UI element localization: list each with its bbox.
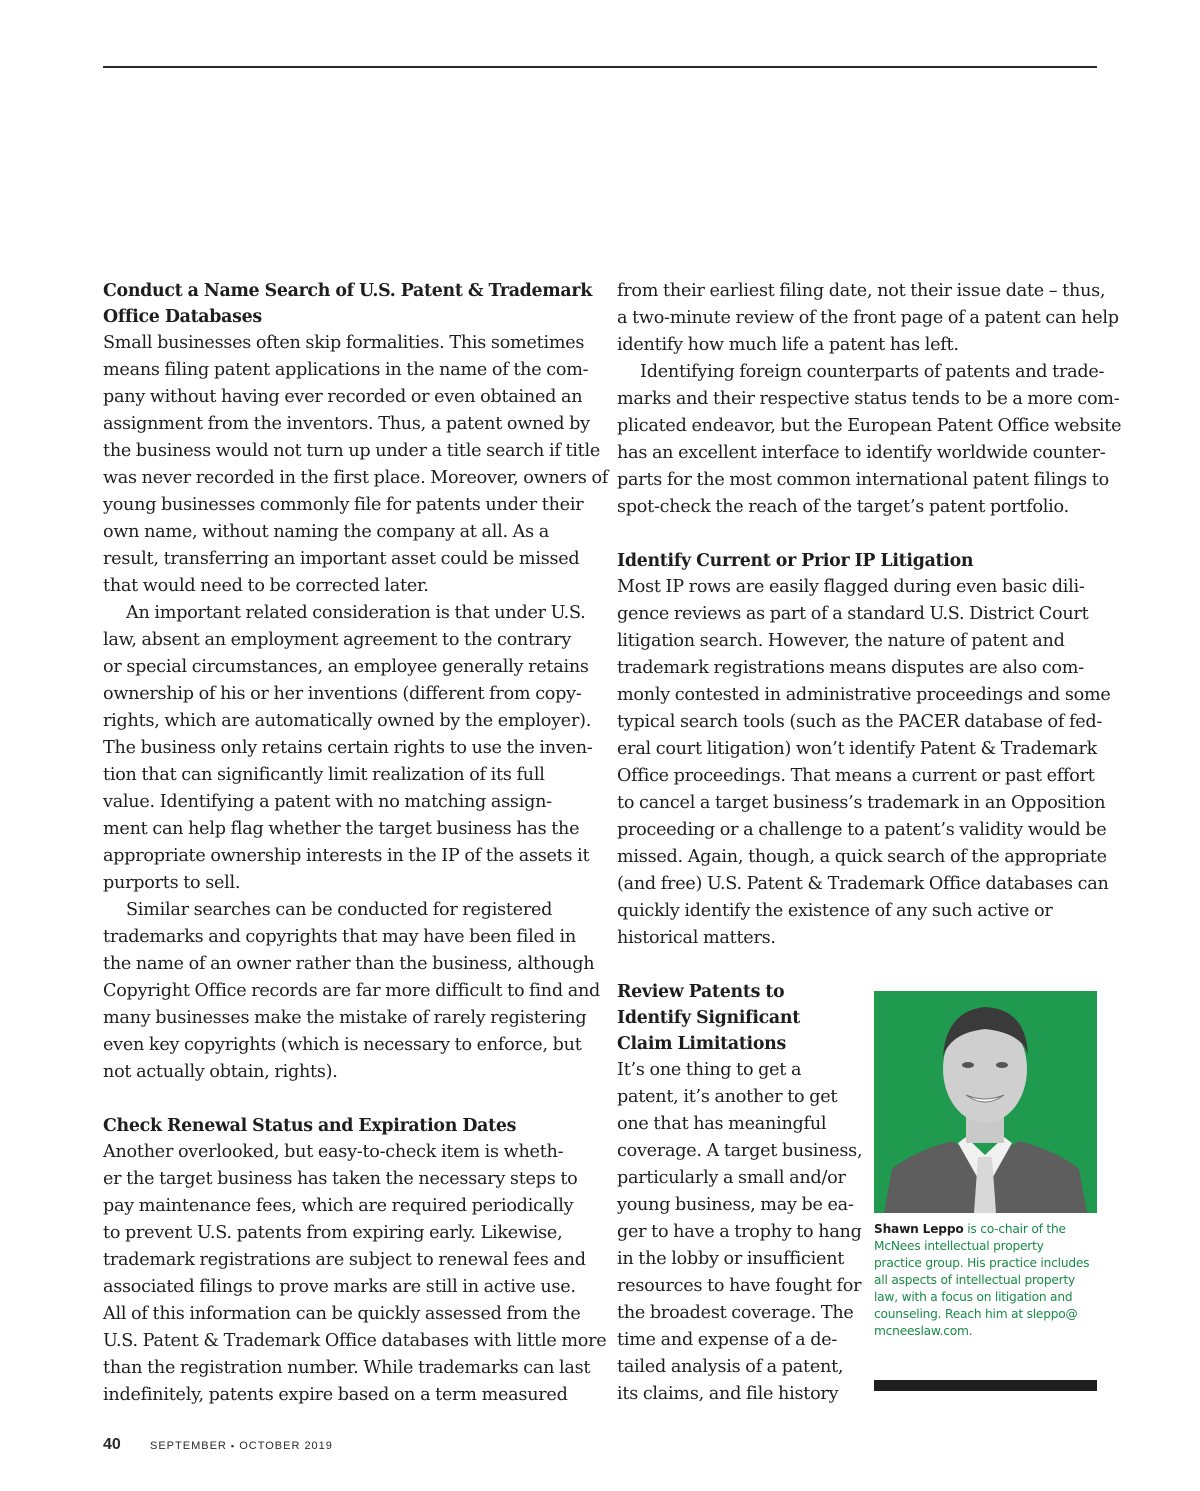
text-line: eral court litigation) won’t identify Patent & Trademark [617,739,1098,759]
text-line: Identifying foreign counterparts of patents and trade- [640,362,1105,382]
text-line: missed. Again, though, a quick search of the appropriate [617,847,1107,867]
text-line: time and expense of a de- [617,1330,838,1350]
text-line: er the target business has taken the necessary steps to [103,1169,578,1189]
paragraph [103,330,609,600]
text-line: purports to sell. [103,873,241,893]
text-line: Copyright Office records are far more difficult to find and [103,981,601,1001]
left-column [103,278,609,1409]
section-heading: Identify Significant [617,1008,800,1028]
section-heading: Claim Limitations [617,1034,786,1054]
text-line: litigation search. However, the nature of patent and [617,631,1065,651]
text-line: historical matters. [617,928,776,948]
text-line: mcneeslaw.com. [874,1324,973,1338]
text-line: U.S. Patent & Trademark Office databases with little more [103,1331,607,1351]
text-line: ownership of his or her inventions (different from copy- [103,684,582,704]
text-line: spot-check the reach of the target’s patent portfolio. [617,497,1069,517]
text-line: Most IP rows are easily flagged during even basic dili- [617,577,1085,597]
text-line: Small businesses often skip formalities. This sometimes [103,333,585,353]
text-line: to cancel a target business’s trademark in an Opposition [617,793,1106,813]
text-line: not actually obtain, rights). [103,1062,338,1082]
text-line: Another overlooked, but easy-to-check item is wheth- [103,1142,564,1162]
text-line: trademarks and copyrights that may have been filed in [103,927,576,947]
author-photo-image [874,991,1097,1213]
text-line: tion that can significantly limit realization of its full [103,765,545,785]
text-line: the name of an owner rather than the business, although [103,954,595,974]
text-line: one that has meaningful [617,1114,827,1134]
bio-text: is co-chair of the [963,1222,1066,1236]
paragraph [103,1139,607,1409]
text-line: identify how much life a patent has left. [617,335,959,355]
text-line: The business only retains certain rights to use the inven- [103,738,593,758]
text-line: trademark registrations means disputes are also com- [617,658,1084,678]
text-line: result, transferring an important asset could be missed [103,549,580,569]
text-line: All of this information can be quickly assessed from the [103,1304,581,1324]
text-line: McNees intellectual property [874,1239,1044,1253]
text-line: means filing patent applications in the name of the com- [103,360,589,380]
text-line: practice group. His practice includes [874,1256,1090,1270]
author-photo [874,991,1097,1213]
text-line: even key copyrights (which is necessary to enforce, but [103,1035,582,1055]
text-line: patent, it’s another to get [617,1087,838,1107]
text-line: proceeding or a challenge to a patent’s validity would be [617,820,1107,840]
bio-divider-bar [874,1380,1097,1391]
text-line: Office proceedings. That means a current or past effort [617,766,1095,786]
text-line: young business, may be ea- [617,1195,854,1215]
text-line: indefinitely, patents expire based on a term measured [103,1385,568,1405]
text-line: trademark registrations are subject to renewal fees and [103,1250,586,1270]
paragraph [617,278,1119,359]
text-line: typical search tools (such as the PACER database of fed- [617,712,1103,732]
text-line: (and free) U.S. Patent & Trademark Office databases can [617,874,1109,894]
section-heading: Identify Current or Prior IP Litigation [617,551,974,571]
text-line: particularly a small and/or [617,1168,846,1188]
paragraph [617,574,1111,952]
text-line: counseling. Reach him at sleppo@ [874,1307,1078,1321]
text-line: that would need to be corrected later. [103,576,429,596]
text-line: young businesses commonly file for patents under their [103,495,584,515]
text-line: has an excellent interface to identify worldwide counter- [617,443,1106,463]
text-line: plicated endeavor, but the European Patent Office website [617,416,1122,436]
section-heading: Review Patents to [617,982,785,1002]
paragraph [103,600,593,897]
text-line: tailed analysis of a patent, [617,1357,844,1377]
text-line: assignment from the inventors. Thus, a patent owned by [103,414,590,434]
text-line: An important related consideration is that under U.S. [126,603,586,623]
text-line: ger to have a trophy to hang [617,1222,862,1242]
text-line: a two-minute review of the front page of a patent can help [617,308,1119,328]
text-line: or special circumstances, an employee generally retains [103,657,589,677]
text-line: ment can help flag whether the target business has the [103,819,580,839]
text-line: gence reviews as part of a standard U.S. District Court [617,604,1089,624]
text-line: was never recorded in the first place. Moreover, owners of [103,468,609,488]
text-line: than the registration number. While trademarks can last [103,1358,591,1378]
text-line: quickly identify the existence of any such active or [617,901,1053,921]
page-number: 40 [103,1436,121,1453]
paragraph [103,897,601,1086]
text-line: It’s one thing to get a [617,1060,802,1080]
text-line: law, absent an employment agreement to the contrary [103,630,572,650]
text-line: parts for the most common international patent filings to [617,470,1109,490]
text-line: own name, without naming the company at all. As a [103,522,549,542]
text-line: to prevent U.S. patents from expiring early. Likewise, [103,1223,563,1243]
text-line: coverage. A target business, [617,1141,863,1161]
text-line: Similar searches can be conducted for registered [126,900,553,920]
text-line: pany without having ever recorded or even obtained an [103,387,583,407]
text-line: rights, which are automatically owned by the employer). [103,711,592,731]
text-line: pay maintenance fees, which are required periodically [103,1196,574,1216]
text-line: appropriate ownership interests in the IP of the assets it [103,846,590,866]
text-line: monly contested in administrative proceedings and some [617,685,1111,705]
text-line: the broadest coverage. The [617,1303,854,1323]
text-line: value. Identifying a patent with no matching assign- [103,792,552,812]
text-line: all aspects of intellectual property [874,1273,1076,1287]
author-bio [874,1221,1104,1340]
section-heading: Conduct a Name Search of U.S. Patent & Trademark [103,281,592,301]
text-line: from their earliest filing date, not their issue date – thus, [617,281,1106,301]
top-rule [103,66,1097,68]
section-heading: Check Renewal Status and Expiration Dates [103,1116,517,1136]
text-line: resources to have fought for [617,1276,862,1296]
text-line: many businesses make the mistake of rarely registering [103,1008,587,1028]
paragraph [617,359,1122,521]
author-name: Shawn Leppo [874,1222,964,1236]
text-line: associated filings to prove marks are still in active use. [103,1277,576,1297]
issue-date: SEPTEMBER ▪ OCTOBER 2019 [150,1440,333,1452]
section-heading: Office Databases [103,307,262,327]
text-line: marks and their respective status tends to be a more com- [617,389,1120,409]
text-line: in the lobby or insufficient [617,1249,845,1269]
text-line: the business would not turn up under a title search if title [103,441,600,461]
text-line: law, with a focus on litigation and [874,1290,1073,1304]
text-line: its claims, and file history [617,1384,839,1404]
